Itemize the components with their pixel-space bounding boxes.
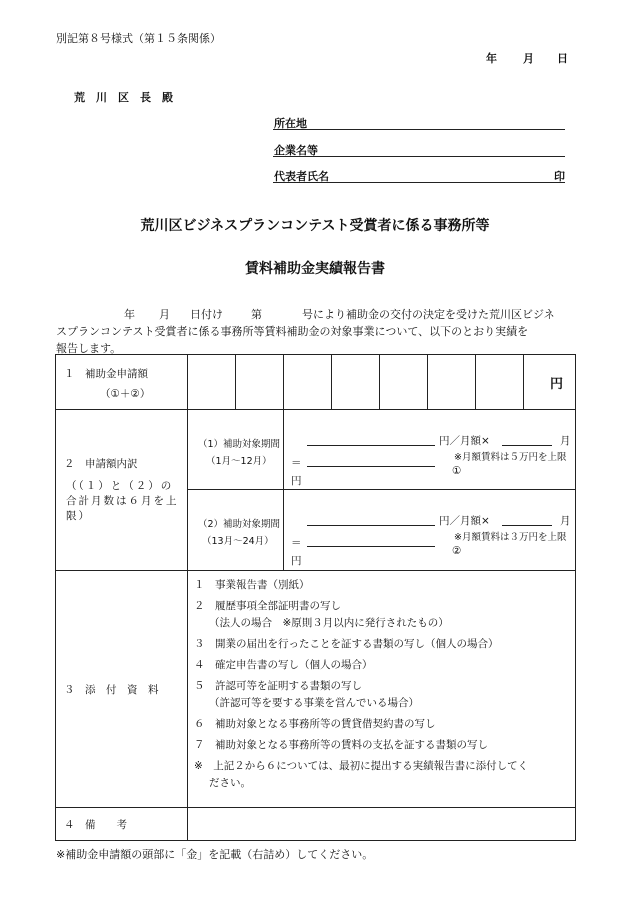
breakdown-label-cell — [56, 410, 188, 571]
attachment-item: １ 事業報告書（別紙） — [194, 579, 310, 591]
date-year: 年 — [486, 52, 497, 65]
address-label: 所在地 — [274, 117, 307, 130]
attachments-list-cell — [188, 571, 576, 808]
footnote: ※補助金申請額の頭部に「金」を記載（右詰め）してください。 — [56, 848, 374, 861]
period-1-divider — [283, 410, 284, 489]
period-2-divider — [283, 490, 284, 570]
period-1-marker: ① — [452, 465, 462, 477]
amount-digit-cell[interactable] — [332, 355, 380, 410]
period-2-marker: ② — [452, 545, 462, 557]
period-1-label: （1）補助対象期間 — [198, 439, 281, 450]
row-attachments — [56, 571, 576, 808]
breakdown-detail-cell — [188, 410, 576, 571]
remarks-label-cell — [56, 808, 188, 841]
attachment-item: ７ 補助対象となる事務所等の賃料の支払を証する書類の写し — [194, 739, 488, 751]
attachment-item: ※ 上記２から６については、最初に提出する実績報告書に添付してく ださい。 — [194, 760, 529, 789]
period-2-months-field[interactable] — [502, 510, 552, 526]
attachment-item: ５ 許認可等を証明する書類の写し （許認可等を要する事業を営んでいる場合） — [194, 680, 419, 709]
remarks-label: ４ 備 考 — [64, 818, 127, 831]
representative-line — [273, 182, 565, 183]
report-table — [55, 354, 576, 841]
period-1-block — [188, 410, 575, 490]
date-day: 日 — [557, 52, 568, 65]
period-1-subtotal-field[interactable] — [307, 451, 435, 467]
amount-digit-cell[interactable] — [476, 355, 524, 410]
amount-sublabel: （①＋②） — [100, 388, 151, 400]
intro-number-prefix: 第 — [251, 308, 262, 321]
amount-label: １ 補助金申請額 — [64, 368, 148, 380]
period-2-equals: ＝ — [291, 537, 302, 549]
period-2-monthly-rent-field[interactable] — [307, 510, 435, 526]
attachments-label: ３ 添 付 資 料 — [64, 683, 159, 696]
breakdown-label: ２ 申請額内訳 — [64, 458, 138, 470]
title-line-2: 賃料補助金実績報告書 — [245, 261, 385, 277]
period-1-equals: ＝ — [291, 457, 302, 469]
period-1-range: （1月～12月） — [206, 456, 272, 467]
amount-label-cell — [56, 355, 188, 410]
intro-line-3: 報告します。 — [56, 342, 122, 355]
company-label: 企業名等 — [274, 144, 318, 157]
period-2-block — [188, 490, 575, 570]
intro-year: 年 — [124, 308, 135, 321]
period-2-range: （13月～24月） — [202, 536, 274, 547]
row-breakdown — [56, 410, 576, 571]
period-2-label: （2）補助対象期間 — [198, 519, 281, 530]
period-1-cap: ※月額賃料は５万円を上限 — [454, 452, 567, 463]
seal-mark: 印 — [554, 170, 565, 183]
intro-line-1: 号により補助金の交付の決定を受けた荒川区ビジネ — [302, 308, 555, 321]
row-amount — [56, 355, 576, 410]
row-remarks — [56, 808, 576, 841]
amount-digit-cell[interactable] — [428, 355, 476, 410]
attachment-item: ３ 開業の届出を行ったことを証する書類の写し（個人の場合） — [194, 638, 499, 650]
remarks-field[interactable] — [188, 808, 576, 841]
period-2-subtotal-field[interactable] — [307, 531, 435, 547]
intro-day: 日付け — [190, 308, 223, 321]
representative-label: 代表者氏名 — [274, 170, 329, 183]
period-2-month-unit: 月 — [560, 515, 571, 527]
title-line-1: 荒川区ビジネスプランコンテスト受賞者に係る事務所等 — [140, 218, 490, 234]
period-1-month-unit: 月 — [560, 435, 571, 447]
period-2-cap: ※月額賃料は３万円を上限 — [454, 532, 567, 543]
amount-unit-cell[interactable] — [524, 355, 576, 410]
period-1-monthly-rent-field[interactable] — [307, 430, 435, 446]
attachment-item: ２ 履歴事項全部証明書の写し （法人の場合 ※原則３月以内に発行されたもの） — [194, 600, 449, 629]
addressee: 荒 川 区 長 殿 — [74, 91, 173, 104]
period-2-yen: 円 — [291, 555, 302, 567]
period-1-yen-per-month: 円／月額× — [439, 435, 490, 447]
breakdown-note: （（１）と（２）の合計月数は６月を上限） — [66, 480, 179, 522]
company-line — [273, 156, 565, 157]
amount-digit-cell[interactable] — [380, 355, 428, 410]
amount-digit-cell[interactable] — [236, 355, 284, 410]
attachments-label-cell — [56, 571, 188, 808]
amount-digit-cell[interactable] — [188, 355, 236, 410]
period-2-yen-per-month: 円／月額× — [439, 515, 490, 527]
date-month: 月 — [523, 52, 534, 65]
address-line — [273, 129, 565, 130]
period-1-months-field[interactable] — [502, 430, 552, 446]
amount-unit: 円 — [549, 376, 563, 392]
intro-month: 月 — [159, 308, 170, 321]
form-id: 別記第８号様式（第１５条関係） — [56, 32, 221, 45]
period-1-yen: 円 — [291, 475, 302, 487]
attachment-item: ４ 確定申告書の写し（個人の場合） — [194, 659, 373, 671]
attachments-list — [188, 571, 575, 792]
attachment-item: ６ 補助対象となる事務所等の賃貸借契約書の写し — [194, 718, 436, 730]
amount-digit-cell[interactable] — [284, 355, 332, 410]
intro-line-2: スプランコンテスト受賞者に係る事務所等賃料補助金の対象事業について、以下のとおり実績を — [56, 325, 529, 338]
